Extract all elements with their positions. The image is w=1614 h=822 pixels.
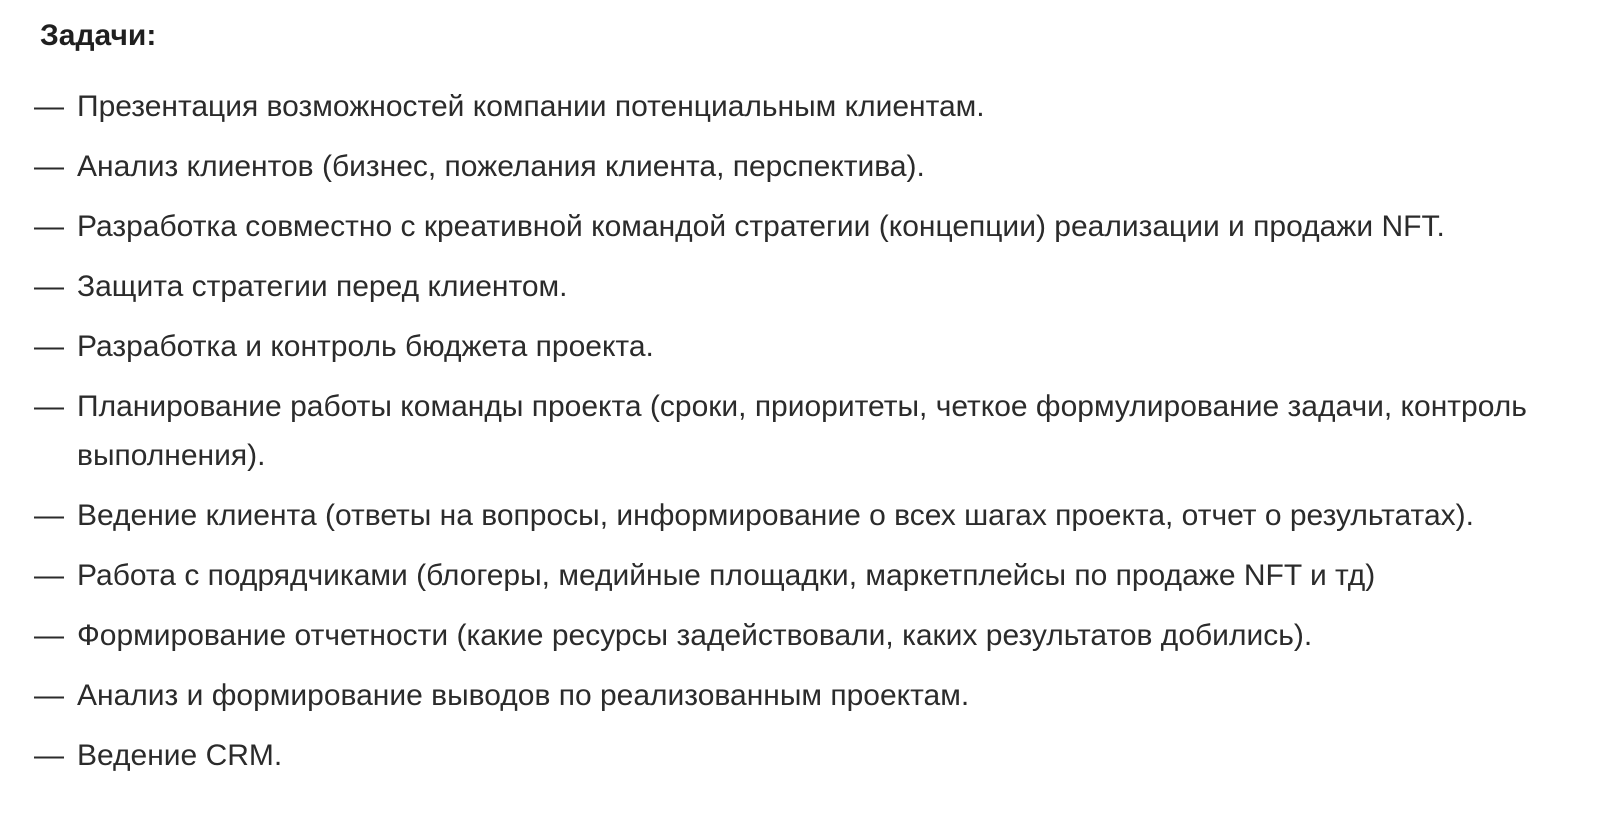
task-text: Анализ клиентов (бизнес, пожелания клиента, перспектива).	[77, 150, 925, 183]
list-item	[34, 671, 1604, 720]
dash-bullet: —	[34, 679, 64, 712]
list-item	[34, 142, 1604, 191]
task-text: Планирование работы команды проекта (сроки, приоритеты, четкое формулирование задачи, контроль выполнения).	[77, 390, 1527, 472]
task-text: Формирование отчетности (какие ресурсы задействовали, каких результатов добились).	[77, 619, 1313, 652]
dash-bullet: —	[34, 390, 64, 423]
list-item	[34, 491, 1604, 540]
dash-bullet: —	[34, 150, 64, 183]
task-list	[34, 82, 1604, 780]
list-item	[34, 202, 1604, 251]
task-text: Защита стратегии перед клиентом.	[77, 270, 568, 303]
dash-bullet: —	[34, 210, 64, 243]
task-text: Разработка и контроль бюджета проекта.	[77, 330, 654, 363]
list-item	[34, 262, 1604, 311]
dash-bullet: —	[34, 739, 64, 772]
dash-bullet: —	[34, 330, 64, 363]
section-heading: Задачи:	[40, 19, 157, 52]
task-text: Анализ и формирование выводов по реализованным проектам.	[77, 679, 970, 712]
task-text: Работа с подрядчиками (блогеры, медийные площадки, маркетплейсы по продаже NFT и тд)	[77, 559, 1376, 592]
list-item	[34, 382, 1604, 480]
dash-bullet: —	[34, 559, 64, 592]
dash-bullet: —	[34, 499, 64, 532]
task-text: Ведение CRM.	[77, 739, 283, 772]
dash-bullet: —	[34, 90, 64, 123]
task-text: Презентация возможностей компании потенциальным клиентам.	[77, 90, 985, 123]
list-item	[34, 731, 1604, 780]
list-item	[34, 611, 1604, 660]
task-text: Разработка совместно с креативной командой стратегии (концепции) реализации и продажи NFT.	[77, 210, 1445, 243]
list-item	[34, 82, 1604, 131]
list-item	[34, 322, 1604, 371]
task-text: Ведение клиента (ответы на вопросы, информирование о всех шагах проекта, отчет о результатах).	[77, 499, 1474, 532]
document-content	[34, 14, 1604, 791]
dash-bullet: —	[34, 619, 64, 652]
list-item	[34, 551, 1604, 600]
dash-bullet: —	[34, 270, 64, 303]
